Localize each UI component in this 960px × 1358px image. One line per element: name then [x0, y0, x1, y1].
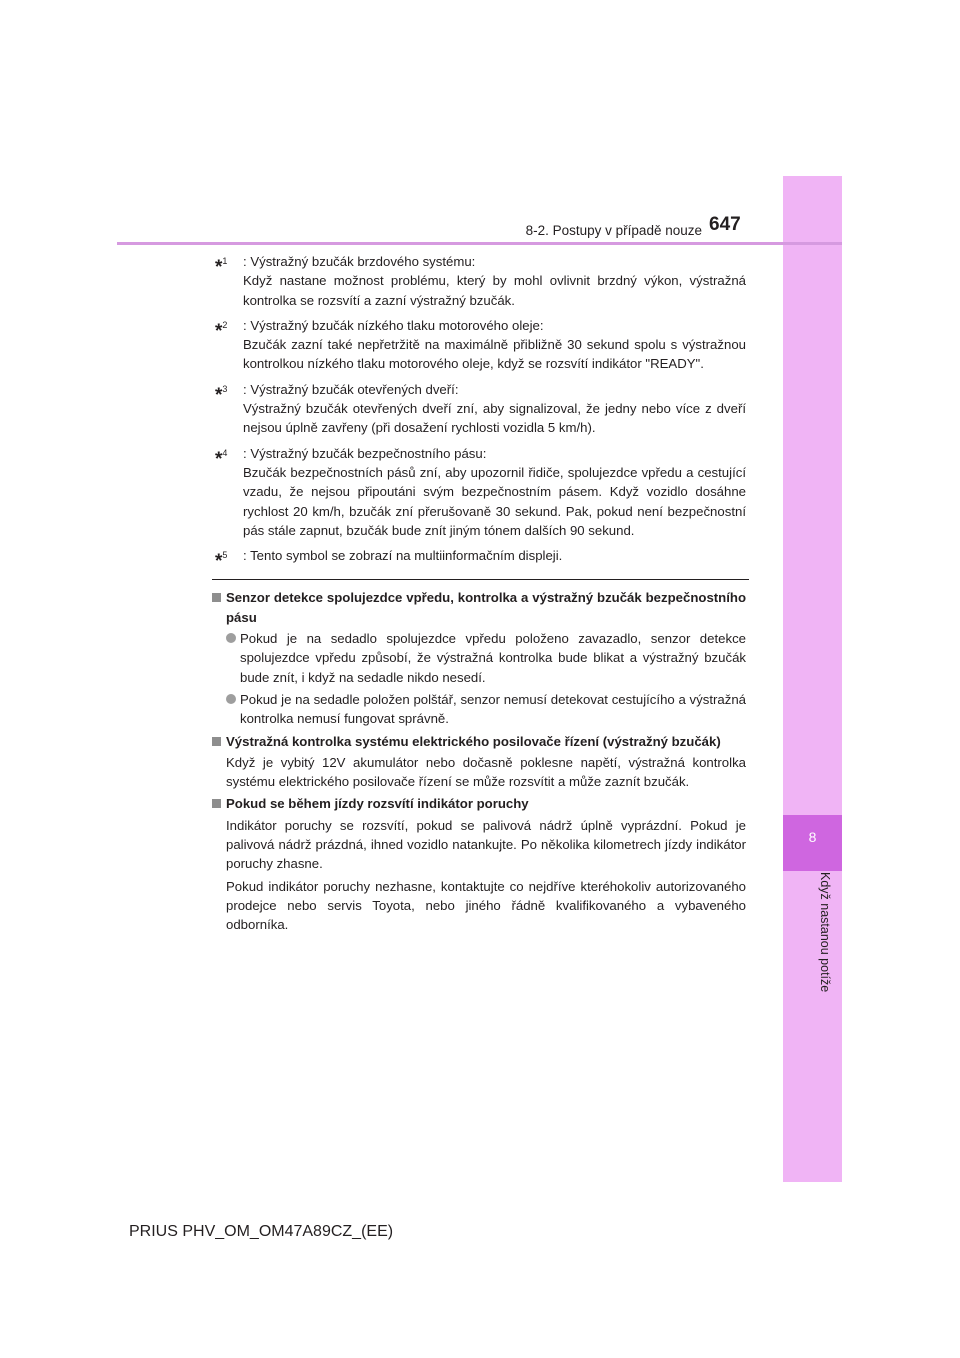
circle-bullet-icon: [226, 694, 236, 704]
footnote-body: Když nastane možnost problému, který by mohl ovlivnit brzdný výkon, výstražná kontrolka se rozsvítí a zazní výstražný bzučák.: [243, 273, 746, 308]
square-bullet-icon: [212, 593, 221, 602]
section-title-seat-sensor: Senzor detekce spolujezdce vpředu, kontrolka a výstražný bzučák bezpečnostního pásu: [212, 588, 746, 627]
footnote-body: Bzučák bezpečnostních pásů zní, aby upozornil řidiče, spolujezdce vpředu a cestující vzadu, že nejsou připoutáni svým bezpečnostním pásem. Když vozidlo dosáhne rychlost 20 km/h, bzučák zní přerušovaně 30 sekund. Pak, pokud není bezpečnostní pás stále zapnut, bzučák bude znít jiným tónem dalších 90 sekund.: [243, 464, 746, 538]
document-code: PRIUS PHV_OM_OM47A89CZ_(EE): [129, 1223, 394, 1240]
circle-bullet-icon: [226, 633, 236, 643]
footnote-marker: *$^5$: [215, 550, 228, 573]
footnote-body: Bzučák zazní také nepřetržitě na maximálně přibližně 30 sekund spolu s výstražnou kontrolkou nízkého tlaku motorového oleje, když se rozsvítí indikátor "READY".: [243, 337, 746, 372]
paragraph: Pokud indikátor poruchy nezhasne, kontaktujte co nejdříve kteréhokoliv autorizovaného prodejce nebo servis Toyota, nebo jiného řádně kvalifikovaného a vybaveného odborníka.: [226, 878, 746, 933]
list-item: Pokud je na sedadle položen polštář, senzor nemusí detekovat cestujícího a výstražná kontrolka nemusí fungovat správně.: [212, 690, 746, 729]
page-number: 647: [709, 214, 741, 235]
chapter-number: 8: [808, 829, 817, 845]
footnote-title: : Výstražný bzučák bezpečnostního pásu:: [243, 445, 487, 461]
footnote-marker: *$^3$: [215, 383, 228, 406]
footnote-marker: *$^4$: [215, 447, 228, 470]
page-content: [212, 252, 746, 938]
footnote-title: : Výstražný bzučák nízkého tlaku motorového oleje:: [243, 317, 544, 333]
square-bullet-icon: [212, 799, 221, 808]
footnote-title: : Tento symbol se zobrazí na multiinformačním displeji.: [243, 548, 563, 564]
footnote-4: [212, 444, 746, 540]
section-title-power-steering: Výstražná kontrolka systému elektrického posilovače řízení (výstražný bzučák): [212, 732, 746, 751]
footnote-marker: *$^1$: [215, 256, 228, 278]
footnote-2: [212, 316, 746, 374]
chapter-title: Když nastanou potíže: [818, 872, 832, 993]
footnote-marker: *$^2$: [215, 319, 228, 342]
section-title-malfunction-indicator: Pokud se během jízdy rozsvítí indikátor poruchy: [212, 794, 746, 813]
header-rule: [117, 242, 842, 245]
section-heading: 8-2. Postupy v případě nouze: [525, 223, 702, 238]
paragraph: Indikátor poruchy se rozsvítí, pokud se palivová nádrž úplně vyprázdní. Pokud je palivová nádrž prázdná, ihned vozidlo natankujte. Po několika kilometrech jízdy indikátor poruchy zhasne.: [226, 817, 746, 872]
list-item: Pokud je na sedadlo spolujezdce vpředu položeno zavazadlo, senzor detekce spolujezdce vpředu způsobí, že výstražná kontrolka bude blikat a výstražný bzučák bude znít, i když na sedadle nikdo nesedí.: [212, 629, 746, 687]
paragraph: Když je vybitý 12V akumulátor nebo dočasně poklesne napětí, výstražná kontrolka systému elektrického posilovače řízení se může rozsvítit a může zaznít bzučák.: [226, 754, 746, 790]
footnote-5: [212, 546, 746, 573]
footnote-title: : Výstražný bzučák brzdového systému:: [243, 254, 476, 269]
footnote-1: [212, 252, 746, 310]
footnote-body: Výstražný bzučák otevřených dveří zní, aby signalizoval, že jedny nebo více z dveří nejsou úplně zavřeny (při dosažení rychlosti vozidla 5 km/h).: [243, 401, 746, 436]
footnote-3: [212, 380, 746, 438]
square-bullet-icon: [212, 737, 221, 746]
footnote-title: : Výstražný bzučák otevřených dveří:: [243, 381, 459, 397]
section-divider: [212, 579, 749, 580]
